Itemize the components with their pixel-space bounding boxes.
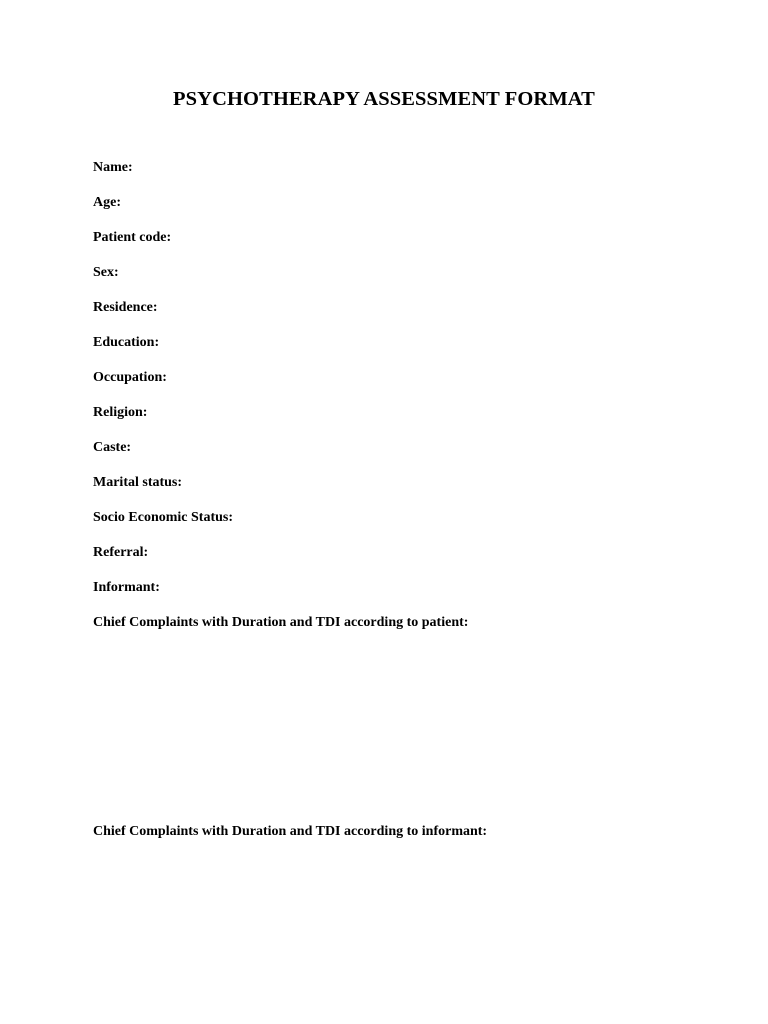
field-label-referral: Referral: [93,545,149,560]
field-label-occupation: Occupation: [93,370,167,385]
field-label-education: Education: [93,335,160,350]
field-label-residence: Residence: [93,300,158,315]
field-label-age: Age: [93,195,121,210]
field-label-marital-status: Marital status: [93,475,183,490]
field-label-sex: Sex: [93,265,119,280]
field-label-chief-complaints-patient: Chief Complaints with Duration and TDI according to patient: [93,615,469,630]
field-label-caste: Caste: [93,440,132,455]
field-label-name: Name: [93,160,133,175]
field-label-patient-code: Patient code: [93,230,172,245]
field-label-religion: Religion: [93,405,148,420]
document-title: PSYCHOTHERAPY ASSESSMENT FORMAT [173,88,595,110]
field-label-informant: Informant: [93,580,160,595]
field-label-chief-complaints-informant: Chief Complaints with Duration and TDI according to informant: [93,824,488,839]
field-label-socio-economic-status: Socio Economic Status: [93,510,233,525]
